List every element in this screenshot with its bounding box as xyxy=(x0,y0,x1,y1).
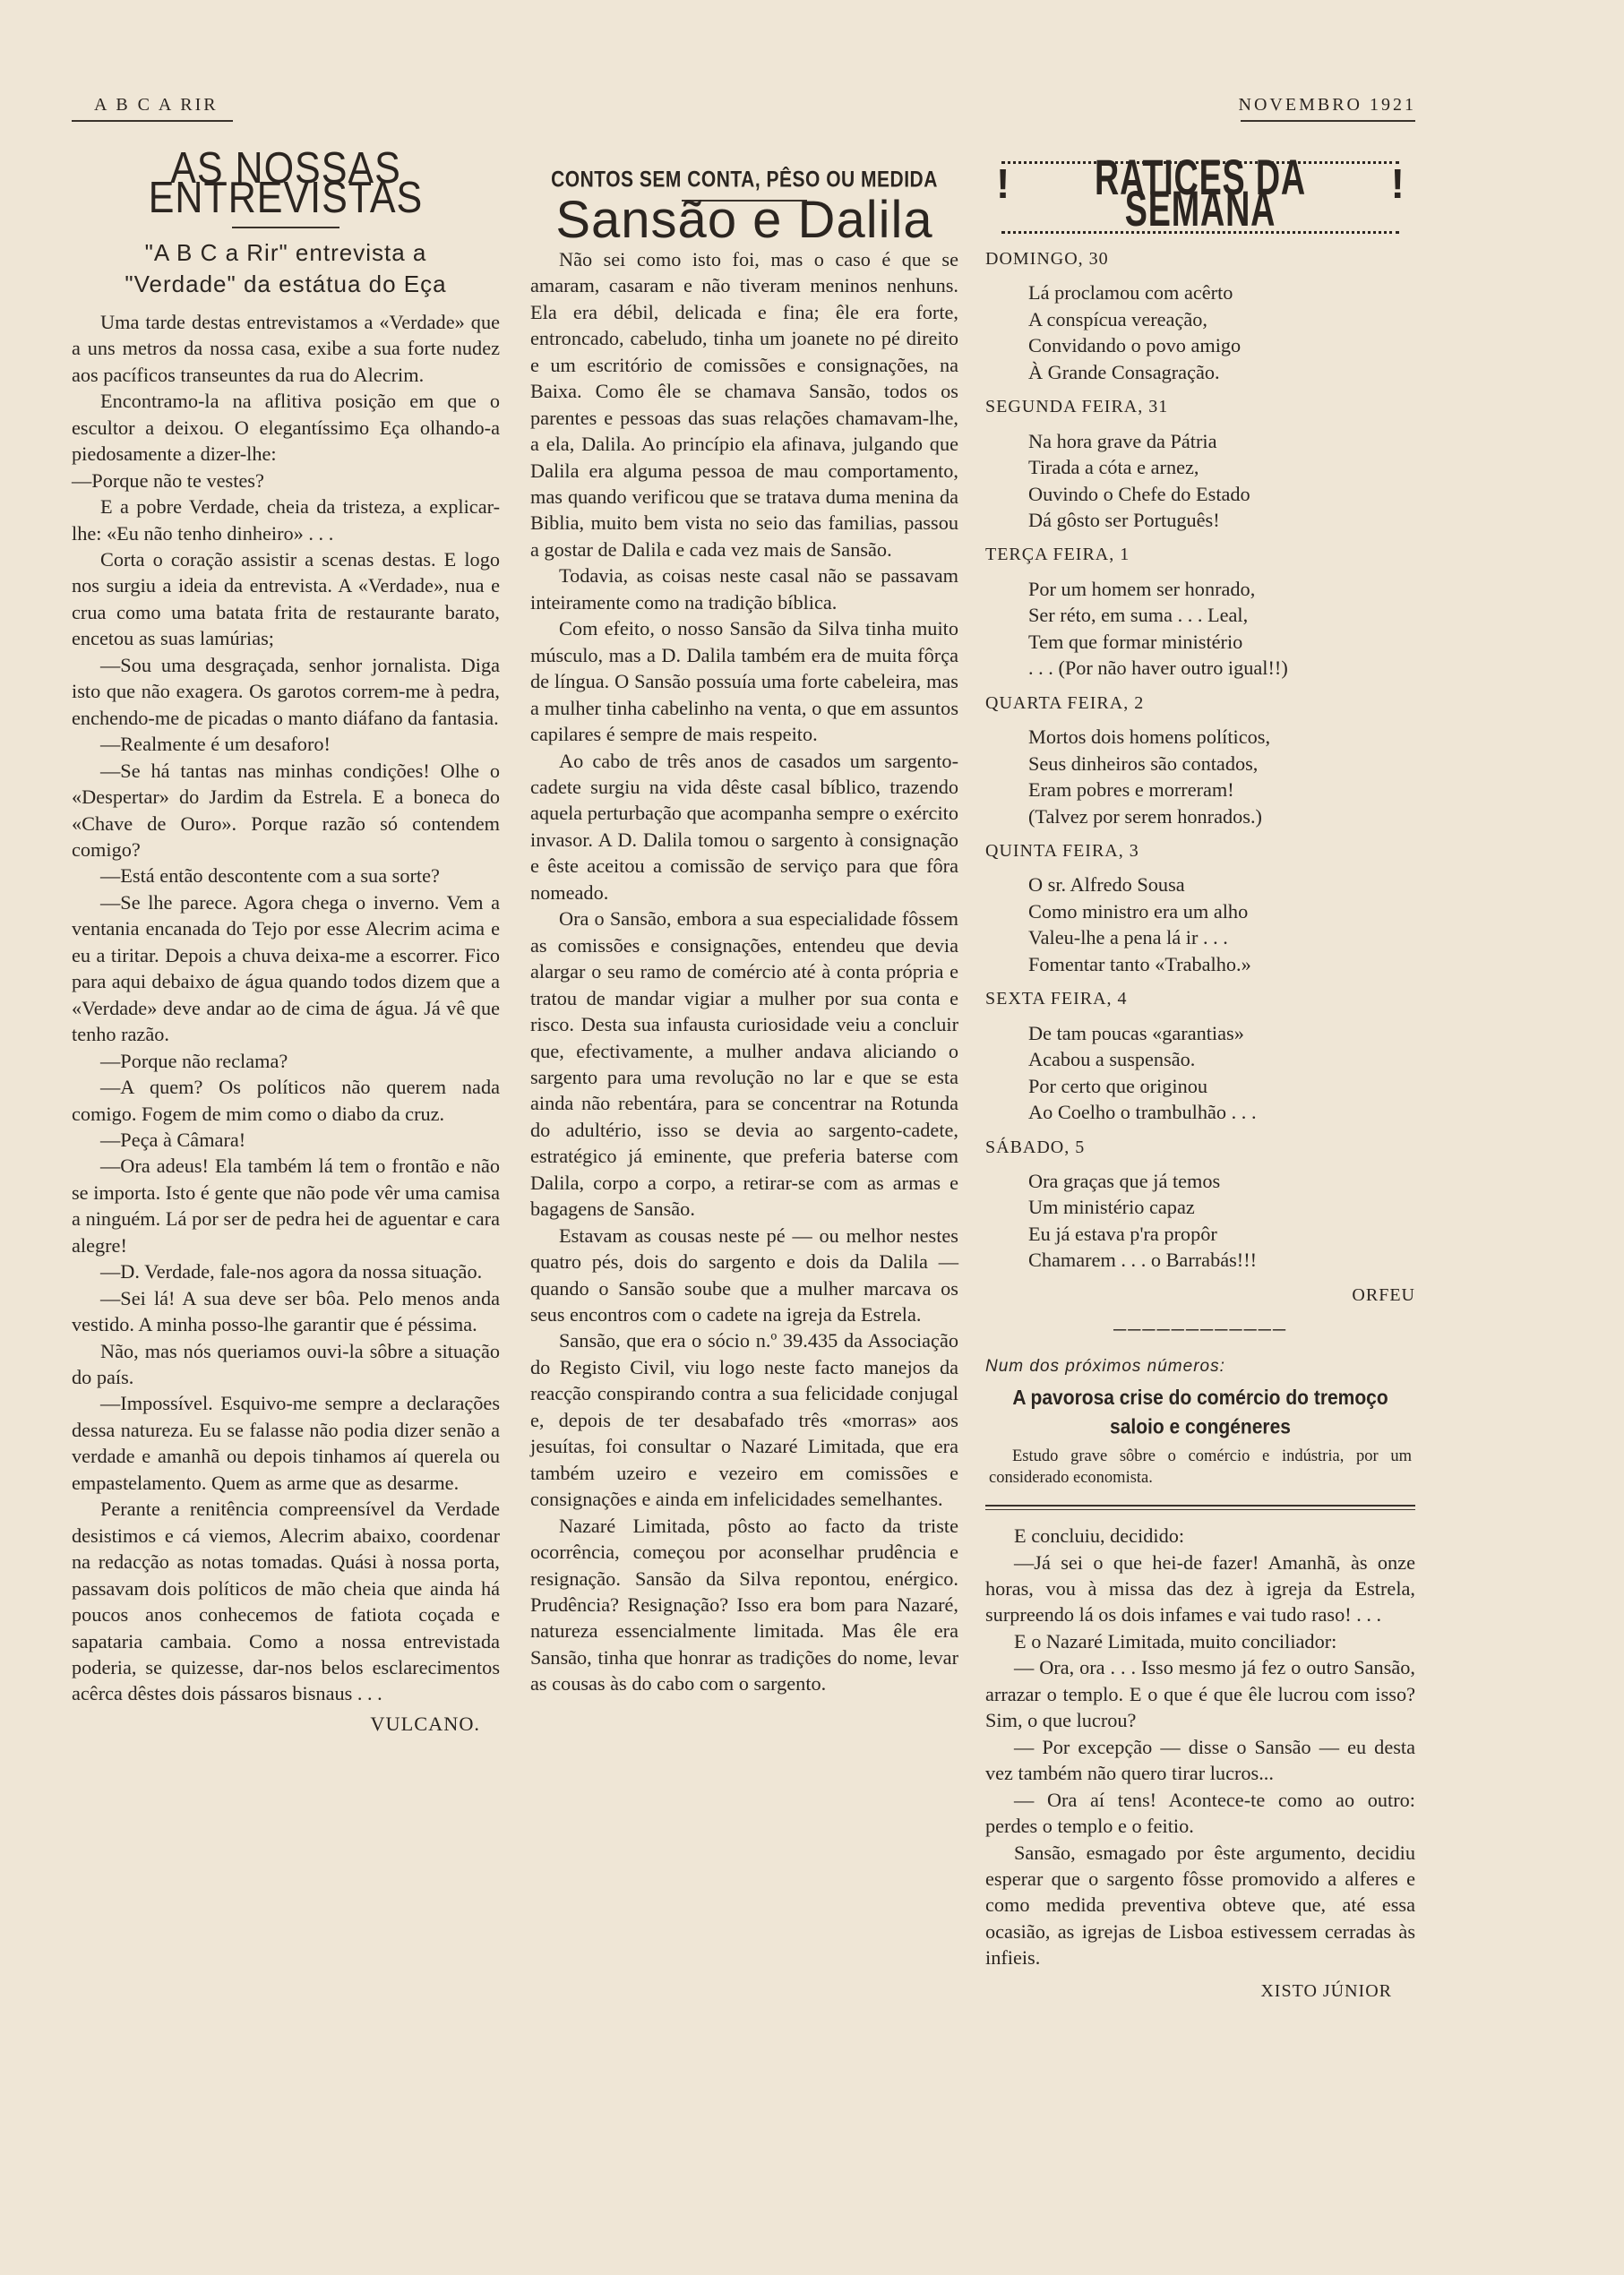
column-entrevistas xyxy=(72,143,500,1737)
verse-line: (Talvez por serem honrados.) xyxy=(1028,804,1262,828)
verse-line: Ora graças que já temos xyxy=(1028,1169,1221,1192)
day-label: DOMINGO, 30 xyxy=(985,248,1109,269)
stanza xyxy=(1028,1020,1415,1126)
header-rule-right xyxy=(1241,120,1415,122)
verse-line: Chamarem . . . o Barrabás!!! xyxy=(1028,1249,1258,1272)
paragraph: —Ora adeus! Ela também lá tem o frontão e não se importa. Isto é gente que não pode vêr uma camisa a ninguém. Lá por ser de pedra hei de aguentar e cara alegre! xyxy=(72,1155,500,1257)
day-label: SÁBADO, 5 xyxy=(985,1137,1086,1157)
verse-line: Valeu-lhe a pena lá ir . . . xyxy=(1028,926,1228,949)
verse-line: Ao Coelho o trambulhão . . . xyxy=(1028,1101,1257,1124)
paragraph: Todavia, as coisas neste casal não se passavam inteiramente como na tradição bíblica. xyxy=(530,564,958,614)
verse-line: Na hora grave da Pátria xyxy=(1028,429,1217,452)
stanza xyxy=(1028,576,1415,682)
running-header-left: A B C A RIR xyxy=(94,95,219,115)
verse-line: Dá gôsto ser Português! xyxy=(1028,508,1220,531)
author-signature: VULCANO. xyxy=(370,1712,480,1735)
paragraph: —Peça à Câmara! xyxy=(100,1128,246,1151)
day-label: QUARTA FEIRA, 2 xyxy=(985,692,1145,713)
verse-line: A conspícua vereação, xyxy=(1028,307,1207,331)
ratices-title: RATICES DA SEMANA xyxy=(1095,149,1306,237)
paragraph: —Sei lá! A sua deve ser bôa. Pelo menos anda vestido. A minha posso-lhe garantir que é péssima. xyxy=(72,1286,500,1336)
paragraph: Encontramo-la na aflitiva posição em que o escultor a deixou. O elegantíssimo Eça olhando-a piedosamente a dizer-lhe: xyxy=(72,390,500,466)
ratices-title-box xyxy=(996,149,1405,237)
paragraph: Perante a renitência compreensível da Verdade desistimos e cá viemos, Alecrim abaixo, coordenar na redacção as notas tomadas. Quási à nossa porta, passavam dois políticos de mão cheia que ainda há poucos anos conhecemos de fatiota coçada e sapataria cambaia. Como a nossa entrevistada poderia, se quizesse, dar-nos belos esclarecimentos acêrca dêstes dois pássaros bisnaus . . . xyxy=(72,1498,500,1705)
header-rule-left xyxy=(72,120,233,122)
paragraph: Não sei como isto foi, mas o caso é que se amaram, casaram e não tiveram meninos nenhuns. Ela era débil, delicada e fina; êle era forte, entroncado, cabeludo, tinha um joanete no pé direito e um escritório de comissões e consignações, na Baixa. Como êle se chamava Sansão, todos os parentes e pessoas das suas relações chamavam-lhe, a ela, Dalila. Ao princípio ela afinava, julgando que Dalila era alguma pessoa de mau comportamento, mas quando verificou que se tratava duma menina da Biblia, muito bem vista no seio das familias, passou a gostar de Dalila e cada vez mais de Sansão. xyxy=(530,247,958,561)
paragraph: —Se lhe parece. Agora chega o inverno. Vem a ventania encanada do Tejo por esse Alecrim acima e eu a tiritar. Depois a chuva deixa-me a escorrer. Fico para aqui debaixo de água quando todos dizem que a «Verdade» deve andar ao de cima de água. Já vê que tenho razão. xyxy=(72,890,500,1046)
verse-line: Eram pobres e morreram! xyxy=(1028,778,1234,802)
verse-line: Lá proclamou com acêrto xyxy=(1028,281,1233,305)
paragraph: Sansão, esmagado por êste argumento, decidiu esperar que o sargento fôsse promovido a alferes e como medida preventiva obteve que, até essa ocasião, as igrejas de Lisboa estivessem cerradas às infieis. xyxy=(985,1841,1415,1970)
day-label: QUINTA FEIRA, 3 xyxy=(985,840,1139,861)
day-label: SEXTA FEIRA, 4 xyxy=(985,989,1128,1009)
paragraph: Não, mas nós queriamos ouvi-la sôbre a situação do país. xyxy=(72,1339,500,1389)
verse-line: Como ministro era um alho xyxy=(1028,899,1249,923)
paragraph: E concluiu, decidido: xyxy=(1014,1524,1185,1548)
verse-line: Convidando o povo amigo xyxy=(1028,334,1242,357)
verse-line: Ouvindo o Chefe do Estado xyxy=(1028,482,1250,505)
verse-line: Por um homem ser honrado, xyxy=(1028,577,1256,600)
paragraph: —Impossível. Esquivo-me sempre a declarações dessa natureza. Eu se falasse não podia dizer senão a verdade e amanhã ou depois tinhamos aí querela ou empastelamento. Quem as arme que as desarme. xyxy=(72,1392,500,1494)
paragraph: E a pobre Verdade, cheia da tristeza, a explicar-lhe: «Eu não tenho dinheiro» . . . xyxy=(72,495,500,545)
paragraph: —Porque não te vestes? xyxy=(72,468,264,492)
verse-line: De tam poucas «garantias» xyxy=(1028,1021,1244,1044)
verse-line: Fomentar tanto «Trabalho.» xyxy=(1028,952,1251,975)
day-label: TERÇA FEIRA, 1 xyxy=(985,545,1130,565)
poem-signature: ORFEU xyxy=(1352,1284,1415,1305)
day-label: SEGUNDA FEIRA, 31 xyxy=(985,397,1169,417)
stanza xyxy=(1028,724,1415,829)
paragraph: Estavam as cousas neste pé — ou melhor nestes quatro pés, dois do sargento e dois da Dalila — quando o Sansão soube que a mulher marcava os seus encontros com o cadete na igreja da Estrela. xyxy=(530,1223,958,1326)
paragraph: — Ora aí tens! Acontece-te como ao outro: perdes o templo e o feitio. xyxy=(985,1788,1415,1838)
paragraph: —Já sei o que hei-de fazer! Amanhã, às onze horas, vou à missa das dez à igreja da Estrela, surpreendo lá os dois infames e vai tudo raso! . . . xyxy=(985,1550,1415,1627)
paragraph: E o Nazaré Limitada, muito conciliador: xyxy=(1014,1629,1337,1653)
stanza xyxy=(1028,279,1415,385)
section-kicker: CONTOS SEM CONTA, PÊSO OU MEDIDA xyxy=(551,167,938,193)
verse-line: Acabou a suspensão. xyxy=(1028,1048,1196,1071)
verse-line: . . . (Por não haver outro igual!!) xyxy=(1028,657,1288,680)
paragraph: —Porque não reclama? xyxy=(100,1049,288,1072)
paragraph: —Sou uma desgraçada, senhor jornalista. Diga isto que não exagera. Os garotos correm-me à pedra, enchendo-me de picadas o manto diáfano da fantasia. xyxy=(72,653,500,729)
ornament-exclamation-left: ! xyxy=(996,160,1010,207)
announcement-lead: Num dos próximos números: xyxy=(985,1356,1225,1376)
paragraph: —D. Verdade, fale-nos agora da nossa situação. xyxy=(100,1260,483,1283)
stanza xyxy=(1028,871,1415,977)
verse-line: Um ministério capaz xyxy=(1028,1196,1195,1219)
column-ratices xyxy=(985,149,1415,2005)
verse-line: Por certo que originou xyxy=(1028,1074,1208,1097)
double-rule xyxy=(985,1505,1415,1510)
author-signature: XISTO JÚNIOR xyxy=(1260,1980,1392,2001)
article-subtitle-line-2: "Verdade" da estátua do Eça xyxy=(125,270,447,297)
stanza xyxy=(1028,428,1415,534)
paragraph: Com efeito, o nosso Sansão da Silva tinha muito músculo, mas a D. Dalila também era de muita fôrça de língua. O Sansão possuía uma forte cabeleira, mas a mulher tinha cabelinho na venta, o que em assuntos capilares é sempre de mais respeito. xyxy=(530,617,958,746)
verse-line: Tirada a cóta e arnez, xyxy=(1028,456,1199,479)
verse-line: Ser réto, em suma . . . Leal, xyxy=(1028,604,1249,627)
ornament-divider: ──────────── xyxy=(1113,1320,1288,1341)
running-header-right: NOVEMBRO 1921 xyxy=(1238,95,1416,115)
paragraph: — Ora, ora . . . Isso mesmo já fez o outro Sansão, arrazar o templo. E o que é que êle lucrou com isso? Sim, o que lucrou? xyxy=(985,1656,1415,1732)
paragraph: —Realmente é um desaforo! xyxy=(100,733,331,756)
article-subtitle-line-1: "A B C a Rir" entrevista a xyxy=(144,238,427,266)
verse-line: Seus dinheiros são contados, xyxy=(1028,751,1259,775)
paragraph: Sansão, que era o sócio n.º 39.435 da Associação do Registo Civil, viu logo neste facto manejos da reacção conspirando contra a sua felicidade conjugal e, depois de ter desabafado três «morras» aos jesuítas, foi consultar o Nazaré Limitada, que era também uzeiro e vezeiro em comissões e consignações e ainda em infelicidades semelhantes. xyxy=(530,1329,958,1511)
paragraph: Corta o coração assistir a scenas destas. E logo nos surgiu a ideia da entrevista. A «Verdade», nua e crua como uma batata frita de restaurante barato, encetou as suas lamúrias; xyxy=(72,547,500,650)
verse-line: Tem que formar ministério xyxy=(1028,630,1243,653)
announcement-title xyxy=(985,1384,1415,1442)
verse-line: O sr. Alfredo Sousa xyxy=(1028,873,1185,897)
announcement-title-line-2: saloio e congéneres xyxy=(1110,1415,1291,1439)
column-sansao-dalila xyxy=(530,152,958,1697)
ornament-exclamation-right: ! xyxy=(1390,160,1405,207)
stanza xyxy=(1028,1168,1415,1274)
paragraph: Ora o Sansão, embora a sua especialidade fôssem as comissões e consignações, entendeu que devia alargar o seu ramo de comércio até à conta própria e tratou de mandar vigiar a mulher por sua conta e risco. Desta sua infausta curiosidade veiu a concluir que, efectivamente, a mulher andava aliciando o sargento para uma revolução no lar e que se esta ainda não rebentára, para se concentrar na Rotunda do adultério, isso se devia ao sargento-cadete, estratégico já eminente, que preferia baterse com Dalila, corpo a corpo, a retirar-se com as armas e bagagens de Sansão. xyxy=(530,907,958,1221)
paragraph: Ao cabo de três anos de casados um sargento-cadete surgiu na vida dêste casal bíblico, trazendo aquela perturbação que acompanha sempre o exército invasor. A D. Dalila tomou o sargento à consignação e êste aceitou a comissão de serviço para que fôra nomeado. xyxy=(530,749,958,904)
paragraph: Nazaré Limitada, pôsto ao facto da triste ocorrência, começou por aconselhar prudência e resignação. Sansão da Silva repontou, enérgico. Prudência? Resignação? Isso era bom para Nazaré, natureza essencialmente limitada. Mas êle era Sansão, tinha que honrar as tradições do nome, levar as cousas às do cabo com o sargento. xyxy=(530,1514,958,1696)
paragraph: —A quem? Os políticos não querem nada comigo. Fogem de mim como o diabo da cruz. xyxy=(72,1076,500,1125)
verse-line: À Grande Consagração. xyxy=(1028,360,1220,383)
article-title-sansao: Sansão e Dalila xyxy=(555,191,933,250)
announcement-title-line-1: A pavorosa crise do comércio do tremoço xyxy=(1012,1386,1388,1410)
announcement-description: Estudo grave sôbre o comércio e indústria, por um considerado economista. xyxy=(989,1447,1412,1488)
verse-line: Eu já estava p'ra propôr xyxy=(1028,1222,1217,1245)
paragraph: Uma tarde destas entrevistamos a «Verdade» que a uns metros da nossa casa, exibe a sua forte nudez aos pacíficos transeuntes da rua do Alecrim. xyxy=(72,310,500,386)
title-rule xyxy=(232,227,339,228)
article-title-entrevistas: AS NOSSAS ENTREVISTAS xyxy=(148,143,424,224)
paragraph: — Por excepção — disse o Sansão — eu desta vez também não quero tirar lucros... xyxy=(985,1735,1415,1785)
paragraph: —Se há tantas nas minhas condições! Olhe o «Despertar» do Jardim da Estrela. E a boneca do «Chave de Ouro». Porque razão só contendem comigo? xyxy=(72,759,500,861)
verse-line: Mortos dois homens políticos, xyxy=(1028,725,1271,749)
paragraph: —Está então descontente com a sua sorte? xyxy=(100,864,440,888)
